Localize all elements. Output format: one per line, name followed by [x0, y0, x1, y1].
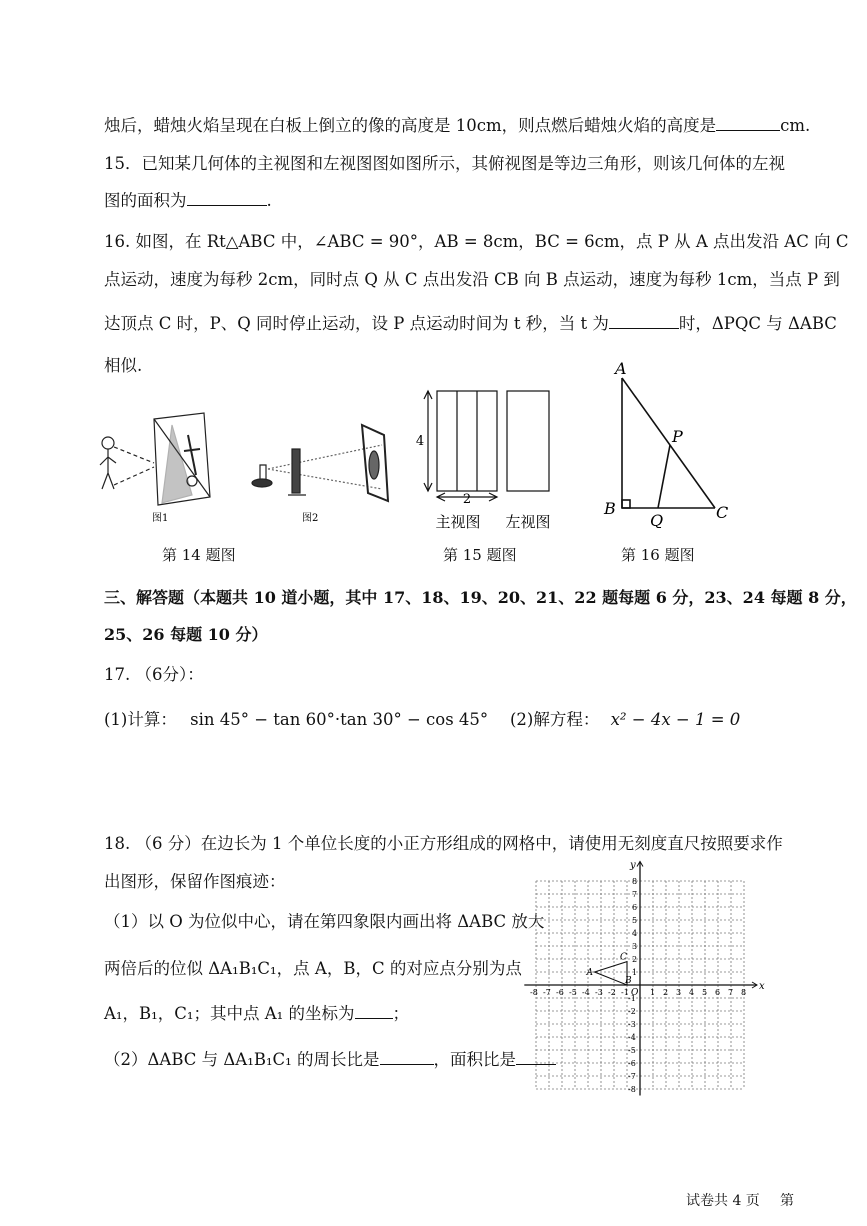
figure-15 [410, 385, 580, 535]
fig15-width-label: 2 [462, 492, 472, 507]
point-A-label: A [586, 968, 593, 978]
fig14-projection-sketch [252, 425, 388, 501]
q18-line5a: A₁，B₁，C₁；其中点 A₁ 的坐标为 [104, 1004, 355, 1023]
origin-label: O [631, 988, 639, 998]
fig16-label-C: C [716, 503, 729, 522]
y-tick-label: 8 [632, 877, 638, 886]
section3-heading-line2: 25、26 每题 10 分） [104, 625, 268, 644]
fig14-label-1: 图1 [152, 513, 169, 524]
x-tick-label: -8 [530, 988, 538, 997]
fig14-candle-person-sketch [100, 413, 210, 505]
q14-tail-line [104, 112, 810, 136]
q17-part2-label: (2)解方程： [510, 710, 600, 729]
x-tick-label: -2 [608, 988, 616, 997]
figure-16 [600, 358, 750, 528]
y-tick-label: -1 [628, 994, 636, 1003]
y-tick-label: 6 [632, 903, 638, 912]
x-tick-label: -1 [621, 988, 629, 997]
q16-line1: 16. 如图，在 Rt△ABC 中，∠ABC = 90°，AB = 8cm，BC = 6cm，点 P 从 A 点出发沿 AC 向 C [104, 232, 849, 251]
q15-line1: 15．已知某几何体的主视图和左视图图如图所示，其俯视图是等边三角形，则该几何体的左视 [104, 154, 785, 173]
y-tick-label: 5 [632, 916, 638, 925]
front-view-rect [437, 391, 497, 491]
x-axis-label: x [759, 981, 765, 992]
q18-line6a: （2）ΔABC 与 ΔA₁B₁C₁ 的周长比是 [104, 1050, 380, 1069]
y-tick-label: 4 [632, 929, 638, 938]
q18-line6b: ，面积比是 [433, 1050, 517, 1069]
q17-part2-expr: x² − 4x − 1 = 0 [610, 710, 741, 729]
x-tick-label: -4 [582, 988, 590, 997]
q18-line4: 两倍后的位似 ΔA₁B₁C₁，点 A，B，C 的对应点分别为点 [104, 959, 522, 978]
q17-part1 [104, 706, 488, 730]
x-tick-label: 7 [728, 988, 734, 997]
x-tick-label: 4 [689, 988, 695, 997]
q15-line2-text: 图的面积为 [104, 191, 187, 210]
q16-line4: 相似. [104, 356, 143, 375]
q17-part1-label: (1)计算： [104, 710, 177, 729]
q17-title: 17. （6分）： [104, 665, 204, 684]
x-tick-label: -3 [595, 988, 603, 997]
y-tick-label: 2 [632, 955, 638, 964]
section3-heading-line1: 三、解答题（本题共 10 道小题，其中 17、18、19、20、21、22 题每题 6 分，23、24 每题 8 分， [104, 588, 857, 607]
fig15-caption: 第 15 题图 [443, 546, 517, 564]
y-tick-label: -8 [628, 1085, 636, 1094]
q15-answer-blank[interactable] [187, 188, 267, 206]
fig16-label-Q: Q [650, 511, 664, 528]
footer-text: 试卷共 4 页 [686, 1193, 760, 1209]
y-tick-label: -5 [628, 1046, 636, 1055]
x-tick-label: 1 [650, 988, 656, 997]
q18-line1: 18. （6 分）在边长为 1 个单位长度的小正方形组成的网格中，请使用无刻度直尺按照要求作 [104, 834, 783, 853]
y-tick-label: -2 [628, 1007, 636, 1016]
y-tick-label: -3 [628, 1020, 636, 1029]
fig16-label-B: B [604, 499, 616, 518]
q16-line3b: 时，ΔPQC 与 ΔABC [678, 314, 837, 333]
q17-part1-expr: sin 45° − tan 60°·tan 30° − cos 45° [190, 710, 489, 729]
q14-unit: cm. [780, 116, 811, 135]
x-tick-label: 5 [702, 988, 708, 997]
figure-14 [92, 405, 402, 530]
triangle-abc [595, 962, 628, 985]
fig15-height-label: 4 [415, 434, 425, 449]
fig16-label-A: A [615, 359, 627, 378]
x-tick-label: 8 [741, 988, 747, 997]
fig14-label-2: 图2 [302, 513, 319, 524]
q17-part2 [510, 706, 740, 730]
fig15-front-label: 主视图 [435, 513, 481, 531]
x-tick-label: 2 [663, 988, 669, 997]
x-tick-label: 6 [715, 988, 721, 997]
point-B-label: B [625, 976, 632, 986]
fig16-label-P: P [672, 427, 683, 446]
left-view-rect [507, 391, 549, 491]
x-tick-label: -6 [556, 988, 564, 997]
q16-answer-blank[interactable] [609, 311, 679, 329]
point-C-label: C [620, 952, 627, 963]
y-tick-label: -6 [628, 1059, 636, 1068]
q14-text: 烛后，蜡烛火焰呈现在白板上倒立的像的高度是 10cm，则点燃后蜡烛火焰的高度是 [104, 116, 717, 135]
y-tick-label: 1 [632, 968, 638, 977]
x-tick-label: -5 [569, 988, 577, 997]
q15-line2 [104, 187, 272, 211]
x-tick-label: 3 [676, 988, 682, 997]
q18-perimeter-ratio-blank[interactable] [380, 1047, 434, 1065]
x-tick-label: -7 [543, 988, 551, 997]
q18-line5b: ； [392, 1004, 410, 1023]
q18-line2: 出图形，保留作图痕迹： [104, 872, 286, 891]
y-tick-label: -4 [628, 1033, 636, 1042]
fig15-left-label: 左视图 [505, 513, 551, 531]
q16-line2: 点运动，速度为每秒 2cm，同时点 Q 从 C 点出发沿 CB 向 B 点运动，速度为每秒 1cm，当点 P 到 [104, 270, 840, 289]
q16-line3a: 达顶点 C 时，P、Q 同时停止运动，设 P 点运动时间为 t 秒，当 t 为 [104, 314, 609, 333]
fig16-caption: 第 16 题图 [621, 546, 695, 564]
y-tick-label: 7 [632, 890, 638, 899]
coordinate-grid [520, 840, 780, 1110]
q18-a1-coord-blank[interactable] [355, 1001, 393, 1019]
q18-line5 [104, 1000, 409, 1024]
q18-line3: （1）以 O 为位似中心，请在第四象限内画出将 ΔABC 放大 [104, 912, 545, 931]
y-axis-label: y [630, 860, 636, 871]
y-tick-label: 3 [632, 942, 638, 951]
q14-answer-blank[interactable] [716, 113, 780, 131]
footer-page: 第 [780, 1193, 794, 1209]
y-tick-label: -7 [628, 1072, 636, 1081]
q15-end: . [266, 191, 272, 210]
q16-line3 [104, 310, 837, 334]
q18-line6 [104, 1046, 556, 1070]
fig14-caption: 第 14 题图 [162, 546, 236, 564]
